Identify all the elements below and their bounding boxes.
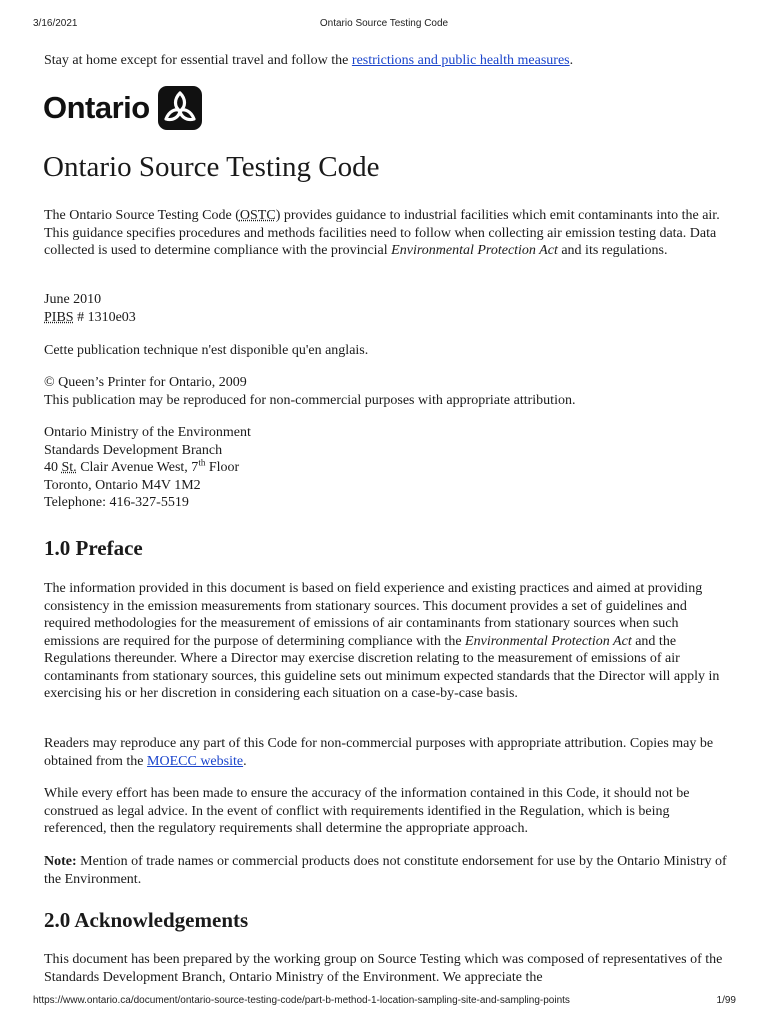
print-footer-page: 1/99 (716, 995, 736, 1006)
preface-text-a: The information provided in this document is based on field experience and existing practices and aimed at providing consistency in the emission measurements from stationary sources. This document provides a set of guidelines and required methodologies for the measurement of emissions of air contaminants from stationary sources when such emissions are required for the purpose of determining compliance with the (44, 581, 703, 649)
pibs-number: # 1310e03 (73, 309, 136, 325)
intro-act-name: Environmental Protection Act (391, 243, 558, 258)
page-title: Ontario Source Testing Code (43, 151, 380, 183)
street-name: Clair Avenue West, 7 (76, 460, 199, 475)
street-number: 40 (44, 460, 62, 475)
moecc-website-link[interactable]: MOECC website (147, 753, 244, 769)
logo-wordmark: Ontario (43, 90, 150, 125)
ostc-abbr[interactable]: OSTC (239, 208, 276, 223)
preface-paragraph-3 (44, 785, 734, 838)
intro-text-a: The Ontario Source Testing Code ( (44, 208, 240, 223)
preface-copies-text: Readers may reproduce any part of this Code for non-commercial purposes with appropriate attribution. Copies may be obtained from the (44, 736, 714, 769)
copyright-text: © Queen’s Printer for Ontario, 2009 (44, 375, 247, 390)
acknowledgements-heading: 2.0 Acknowledgements (44, 908, 249, 932)
preface-disclaimer-text: While every effort has been made to ensure the accuracy of the information contained in this Code, it should not be construed as legal advice. In the event of conflict with requirements identified in the Regulation, which is being referenced, then the regulatory requirements shall determine the appropriate approach. (44, 786, 690, 836)
preface-heading: 1.0 Preface (44, 536, 143, 560)
intro-paragraph (44, 207, 734, 260)
preface-text-b: and the Regulations thereunder. Where a Director may exercise discretion relating to the measurement of emissions of air contaminants from stationary sources, this guideline sets out minimum expected standards that the Director will apply in exercising his or her discretion in considering each situation on a case-by-case basis. (44, 633, 720, 701)
acknowledgements-text: This document has been prepared by the working group on Source Testing which was composed of representatives of the Standards Development Branch, Ontario Ministry of the Environment. We appreciate the (44, 952, 723, 985)
publication-info (44, 291, 734, 326)
reproduction-text: This publication may be reproduced for non-commercial purposes with appropriate attribution. (44, 392, 576, 408)
stay-home-banner (44, 52, 734, 70)
street-abbr[interactable]: St. (61, 460, 77, 475)
acknowledgements-paragraph (44, 951, 734, 986)
floor-suffix: th (198, 457, 206, 468)
banner-period: . (569, 53, 574, 68)
address-line-4: Toronto, Ontario M4V 1M2 (44, 477, 201, 493)
preface-paragraph-1 (44, 580, 734, 703)
french-note-text: Cette publication technique n'est disponible qu'en anglais. (44, 343, 369, 358)
ontario-logo[interactable] (43, 86, 202, 130)
note-label: Note: (44, 854, 77, 869)
copyright-block (44, 374, 734, 409)
address-block (44, 424, 734, 512)
intro-text-c: and its regulations. (557, 243, 668, 258)
address-line-5: Telephone: 416-327-5519 (44, 495, 189, 510)
address-line-1: Ontario Ministry of the Environment (44, 425, 251, 440)
floor-word: Floor (205, 460, 240, 475)
preface-copies-period: . (243, 753, 247, 769)
address-line-2: Standards Development Branch (44, 442, 223, 458)
banner-text: Stay at home except for essential travel and follow the (44, 53, 352, 68)
print-header-date: 3/16/2021 (33, 18, 78, 29)
restrictions-link[interactable]: restrictions and public health measures (351, 53, 570, 68)
note-text: Mention of trade names or commercial products does not constitute endorsement for use by the Ontario Ministry of the Environment. (44, 854, 727, 887)
pibs-abbr[interactable]: PIBS (44, 309, 74, 325)
print-header-title: Ontario Source Testing Code (319, 18, 449, 29)
french-note (44, 342, 734, 360)
print-footer-url: https://www.ontario.ca/document/ontario-source-testing-code/part-b-method-1-location-sampling-site-and-sampling-points (33, 995, 570, 1006)
preface-act-name: Environmental Protection Act (465, 633, 632, 649)
intro-text-b: ) provides guidance to industrial facilities which emit contaminants into the air. This guidance specifies procedures and methods facilities need to follow when collecting air emission testing data. Data collected is used to determine compliance with the provincial (44, 208, 720, 258)
trillium-logo-icon (158, 86, 202, 130)
preface-paragraph-2 (44, 735, 734, 770)
preface-note (44, 853, 734, 888)
publication-date: June 2010 (44, 292, 102, 307)
address-line-3 (44, 459, 734, 477)
